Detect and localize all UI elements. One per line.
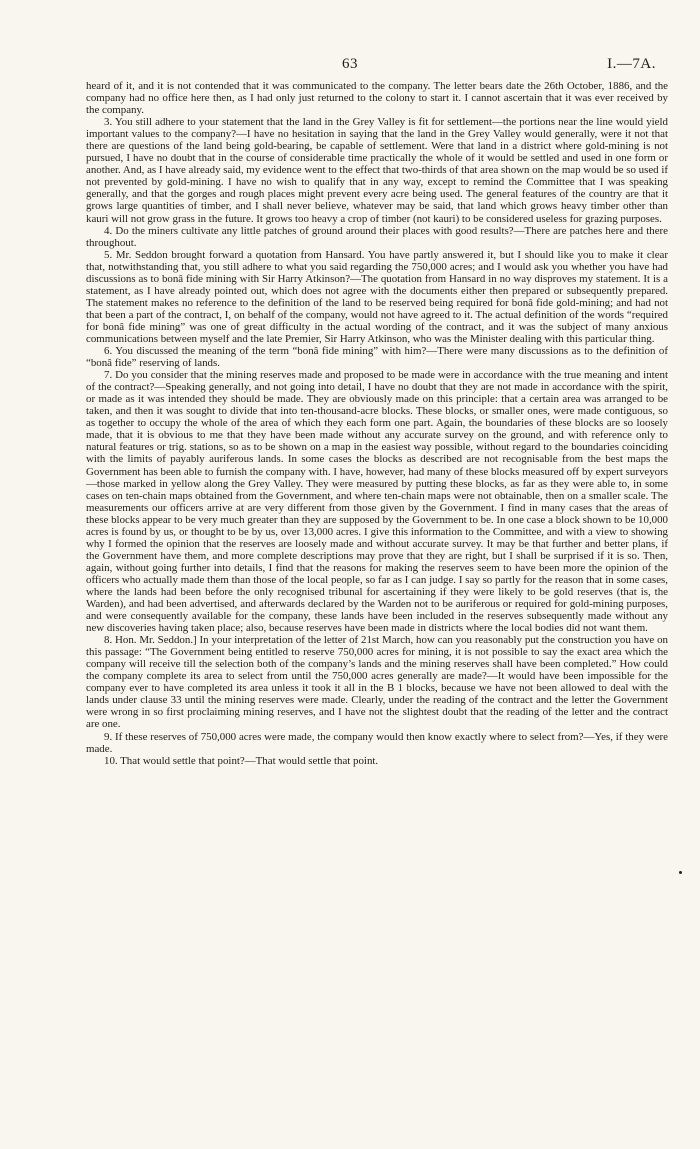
page-reference: I.—7A. xyxy=(607,56,656,72)
ink-speck xyxy=(679,871,682,874)
paragraph-continuation: heard of it, and it is not contended that it was communicated to the company. The letter bears date the 26th October, 1886, and the company had no office here then, as I had only just returned to the colony to start it. I cannot ascertain that it was ever received by the company. xyxy=(86,80,668,117)
paragraph-q8: 8. Hon. Mr. Seddon.] In your interpretation of the letter of 21st March, how can you reasonably put the construction you have on this passage: “The Government being entitled to reserve 750,000 acres for mining, it is not possible to say the exact area which the company will receive till the selection both of the company’s lands and the mining reserves shall have been completed.” How could the company complete its area to select from until the 750,000 acres generally are made?—It would have been impossible for the company ever to have completed its area unless it took it all in the B 1 blocks, because we have not been allowed to deal with the lands under clause 33 until the mining reserves were made. Clearly, under the reading of the contract and the letter the Government were wrong in so first proclaiming mining reserves, and I have not the slightest doubt that the reading of the letter and the contract are one. xyxy=(86,634,668,731)
paragraph-q7: 7. Do you consider that the mining reserves made and proposed to be made were in accordance with the true meaning and intent of the contract?—Speaking generally, and not going into detail, I have no doubt that they are not made in accordance with the spirit, or made as it was intended they should be made. They are obviously made on this principle: that a certain area was arranged to be taken, and then it was sought to divide that into ten-thousand-acre blocks. These blocks, or smaller ones, were made contiguous, so as together to occupy the whole of the area of which they each form one part. Again, the boundaries of these blocks are so loosely made, that it is obvious to me that they have been made without any accurate survey on the ground, and with reference only to natural features or trig. stations, so as to be shown on a map in the easiest way possible, without regard to the boundaries coinciding with the limits of payably auriferous lands. In some cases the blocks as described are not recognisable from the best maps the Government has been able to furnish the company with. I have, however, had many of these blocks measured off by expert surveyors—those marked in yellow along the Grey Valley. They were measured by putting these blocks, as far as they were able to, in some cases on ten-chain maps obtained from the Government, and where ten-chain maps were not obtainable, then on a smaller scale. The measurements our officers arrive at are very different from those given by the Government. I find in many cases that the areas of these blocks appear to be very much greater than they are supposed by the Government to be. In one case a block shown to be 10,000 acres is found by us, or thought to be by us, over 13,000 acres. I give this information to the Committee, and with a view to showing why I formed the opinion that the reserves are loosely made and without accurate survey. It may be that further and better plans, if the Government have them, and more complete descriptions may prove that they are right, but I shall be surprised if it is so. Then, again, without going further into details, I find that the reasons for making the reserves seem to have been more the opinion of the officers who actually made them than those of the local people, so far as I can judge. I say so partly for the reason that in some cases, where the lands had been before the only recognised tribunal for ascertaining if they were likely to be gold reserves (that is, the Warden), and had been advertised, and afterwards declared by the Warden not to be auriferous or required for gold-mining purposes, and were consequently available for the company, these lands have been included in the reserves subsequently made without any new discoveries having taken place; also, because reserves have been made in districts where the local bodies did not want them. xyxy=(86,369,668,635)
body-text xyxy=(86,80,668,767)
paragraph-q6: 6. You discussed the meaning of the term “bonâ fide mining” with him?—There were many discussions as to the definition of “bonâ fide” reserving of lands. xyxy=(86,345,668,370)
paragraph-q5: 5. Mr. Seddon brought forward a quotation from Hansard. You have partly answered it, but I should like you to make it clear that, notwithstanding that, you still adhere to what you said regarding the 750,000 acres; and I would ask you whether you have had discussions as to bonâ fide mining with Sir Harry Atkinson?—The quotation from Hansard in no way disproves my statement. It is a statement, as I have already pointed out, which does not agree with the documents either then prepared or subsequently prepared. The statement makes no reference to the definition of the land to be reserved being required for bonâ fide gold-mining; and had not that been a part of the contract, I, on behalf of the company, would not have agreed to it. The actual definition of the words “required for bonâ fide mining” was one of great difficulty in the actual wording of the contract, and it was the subject of many anxious communications between myself and the late Premier, Sir Harry Atkinson, who was the Minister dealing with this particular thing. xyxy=(86,248,668,345)
paragraph-q4: 4. Do the miners cultivate any little patches of ground around their places with good results?—There are patches here and there throughout. xyxy=(86,224,668,249)
page-number: 63 xyxy=(342,56,358,72)
paragraph-q3: 3. You still adhere to your statement that the land in the Grey Valley is fit for settlement—the portions near the line would yield important values to the company?—I have no hesitation in saying that the land in the Grey Valley would generally, were it not that there are questions of the land being gold-bearing, be capable of settlement. Were that land in a district where gold-mining is not pursued, I have no doubt that in the course of considerable time practically the whole of it would be settled and used in one form or another. And, as I have already said, my evidence went to the effect that two-thirds of that area shown on the map would be so used if not prevented by gold-mining. I have no wish to qualify that in any way, except to remind the Committee that I was speaking generally, and that the gorges and rough places might prevent every acre being used. The general features of the country are that it grows large quantities of timber, and I shall never believe, whatever may be said, that land which grows heavy timber other than kauri will not grow grass in the future. It grows too heavy a crop of timber (not kauri) to be considered useless for grazing purposes. xyxy=(86,116,668,225)
paragraph-q9: 9. If these reserves of 750,000 acres were made, the company would then know exactly where to select from?—Yes, if they were made. xyxy=(86,730,668,755)
paragraph-q10: 10. That would settle that point?—That would settle that point. xyxy=(104,754,379,767)
